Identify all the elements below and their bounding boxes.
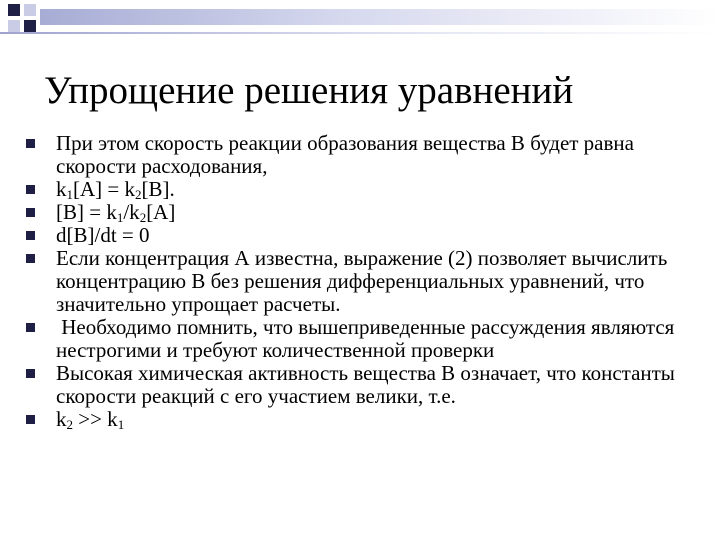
item-text: Необходимо помнить, что вышеприведенные рассуждения являются нестрогими и требуют количественной проверки: [56, 315, 680, 362]
square-bullet-icon: [26, 323, 35, 332]
square-bullet-icon: [26, 254, 35, 263]
formula-part: [A] = k: [73, 177, 135, 201]
formula-part: [B] = k: [56, 200, 117, 224]
formula-part: /k: [123, 200, 140, 224]
header-gradient-bar: [40, 9, 720, 25]
item-text: Высокая химическая активность вещества В означает, что константы скорости реакций с его участием велики, т.е.: [56, 361, 675, 408]
square-bullet-icon: [26, 139, 35, 148]
square-bullet-icon: [26, 185, 35, 194]
decor-square-dark-1: [8, 4, 20, 16]
formula-part: >> k: [73, 407, 118, 431]
item-text: Если концентрация А известна, выражение (2) позволяет вычислить концентрацию В без решения дифференциальных уравнений, что значительно упрощает расчеты.: [56, 246, 668, 316]
formula-part: k: [56, 177, 67, 201]
formula-subscript: 2: [139, 210, 147, 225]
list-item: [26, 247, 686, 316]
square-bullet-icon: [26, 369, 35, 378]
decor-square-light-1: [24, 4, 36, 16]
list-item: [26, 178, 686, 201]
header-divider-line: [0, 32, 720, 34]
list-item: [26, 408, 686, 431]
bullet-list: [26, 132, 686, 431]
formula-part: [B].: [141, 177, 175, 201]
item-text: d[B]/dt = 0: [56, 223, 150, 247]
list-item: [26, 201, 686, 224]
decor-square-dark-2: [24, 20, 36, 32]
formula-subscript: 1: [116, 210, 124, 225]
item-formula: [56, 201, 686, 224]
square-bullet-icon: [26, 208, 35, 217]
formula-subscript: 2: [66, 417, 73, 432]
square-bullet-icon: [26, 415, 35, 424]
formula-part: [A]: [146, 200, 176, 224]
slide-title: Упрощение решения уравнений: [44, 69, 574, 112]
formula-subscript: 1: [117, 417, 125, 432]
decor-square-light-2: [8, 20, 20, 32]
item-text: При этом скорость реакции образования вещества В будет равна скорости расходования,: [56, 131, 634, 178]
list-item: [26, 362, 686, 408]
formula-subscript: 1: [66, 187, 73, 202]
formula-part: k: [56, 407, 67, 431]
square-bullet-icon: [26, 231, 35, 240]
item-formula: [56, 408, 686, 431]
list-item: [26, 316, 686, 362]
formula-subscript: 2: [135, 187, 142, 202]
list-item: [26, 132, 686, 178]
list-item: [26, 224, 686, 247]
item-formula: [56, 178, 686, 201]
